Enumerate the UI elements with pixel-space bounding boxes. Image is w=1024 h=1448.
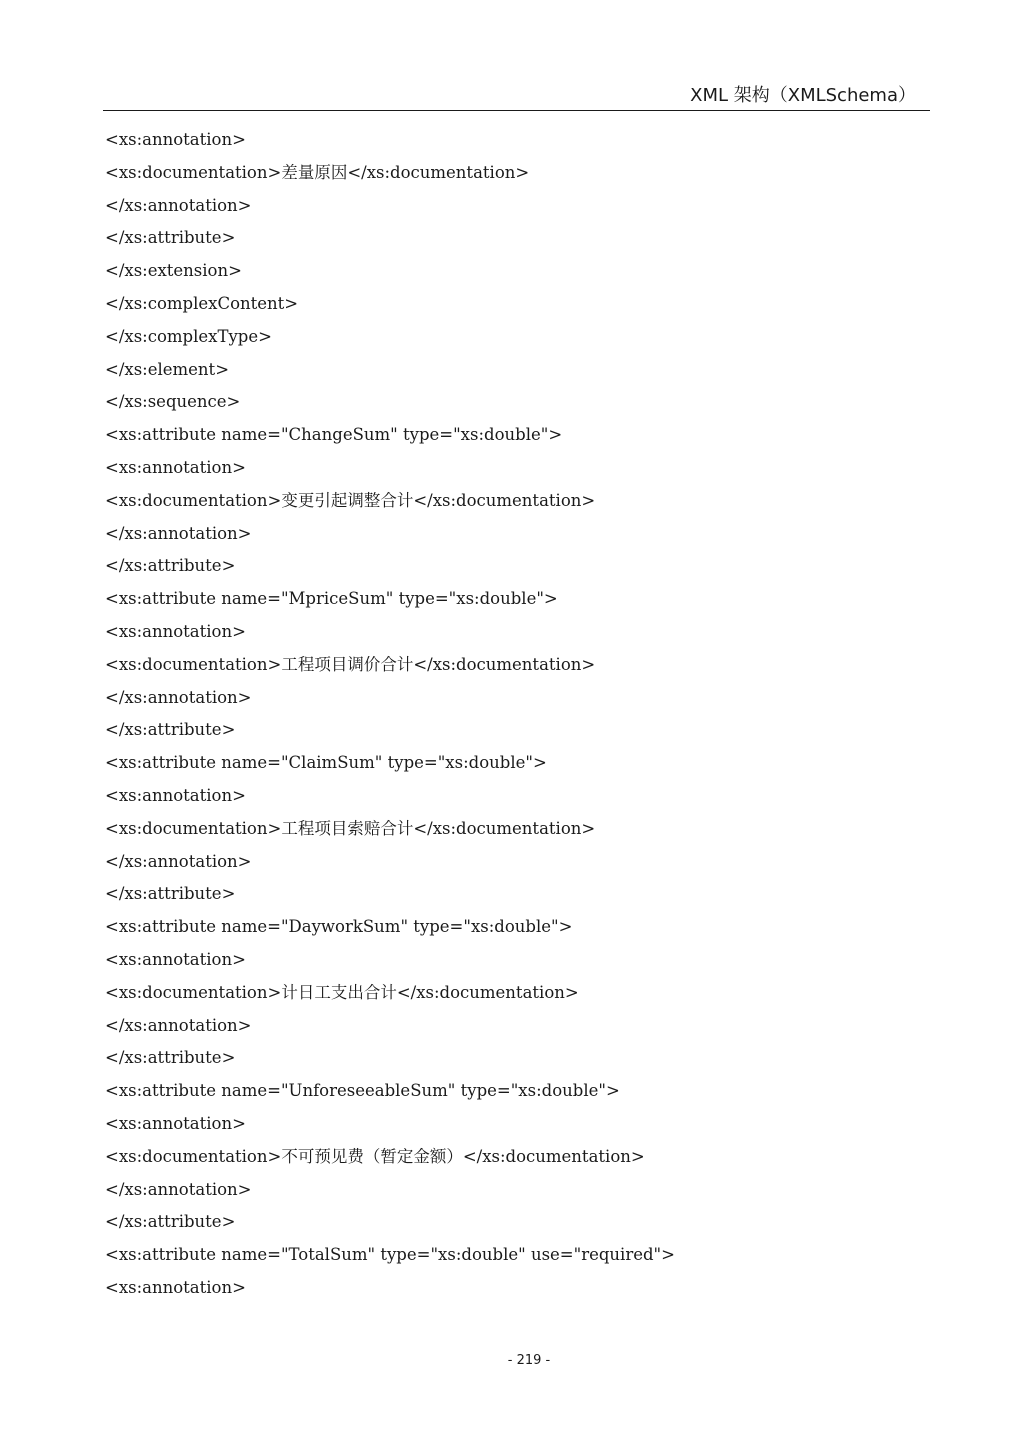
code-line: <xs:annotation>: [105, 621, 246, 641]
code-line: </xs:sequence>: [105, 392, 241, 412]
code-line: <xs:annotation>: [105, 457, 246, 477]
code-line: </xs:annotation>: [105, 1179, 252, 1199]
code-line: <xs:attribute name="ClaimSum" type="xs:double">: [105, 753, 547, 773]
code-line: </xs:annotation>: [105, 851, 252, 871]
code-line: </xs:complexType>: [105, 326, 272, 346]
code-line: </xs:attribute>: [105, 720, 236, 740]
code-line: <xs:annotation>: [105, 949, 246, 969]
code-line: </xs:attribute>: [105, 556, 236, 576]
code-line: </xs:complexContent>: [105, 293, 299, 313]
code-line: </xs:annotation>: [105, 1015, 252, 1035]
code-line: <xs:documentation>不可预见费（暂定金额）</xs:documentation>: [105, 1146, 645, 1166]
code-line: <xs:documentation>计日工支出合计</xs:documentation>: [105, 982, 579, 1002]
code-line: </xs:attribute>: [105, 1212, 236, 1232]
code-line: </xs:element>: [105, 359, 230, 379]
code-line: </xs:extension>: [105, 261, 242, 281]
code-line: </xs:attribute>: [105, 884, 236, 904]
code-line: <xs:attribute name="UnforeseeableSum" type="xs:double">: [105, 1081, 620, 1101]
header-title: XML 架构（XMLSchema）: [690, 85, 916, 106]
code-line: <xs:attribute name="MpriceSum" type="xs:double">: [105, 589, 558, 609]
code-line: </xs:annotation>: [105, 687, 252, 707]
page-footer: [0, 1351, 1024, 1371]
page-number: - 219 -: [507, 1353, 551, 1368]
code-line: </xs:attribute>: [105, 228, 236, 248]
code-line: <xs:annotation>: [105, 785, 246, 805]
code-line: <xs:documentation>变更引起调整合计</xs:documentation>: [105, 490, 596, 510]
code-line: </xs:annotation>: [105, 523, 252, 543]
code-line: </xs:annotation>: [105, 195, 252, 215]
code-line: <xs:attribute name="TotalSum" type="xs:double" use="required">: [105, 1245, 675, 1265]
code-line: <xs:annotation>: [105, 1277, 246, 1297]
code-line: <xs:attribute name="DayworkSum" type="xs:double">: [105, 917, 573, 937]
page-header: [103, 84, 930, 111]
code-listing: [105, 124, 925, 1305]
code-line: <xs:documentation>差量原因</xs:documentation>: [105, 162, 530, 182]
code-line: <xs:documentation>工程项目索赔合计</xs:documentation>: [105, 818, 596, 838]
code-line: <xs:attribute name="ChangeSum" type="xs:double">: [105, 425, 563, 445]
code-line: <xs:annotation>: [105, 130, 246, 149]
code-line: <xs:annotation>: [105, 1113, 246, 1133]
code-line: <xs:documentation>工程项目调价合计</xs:documentation>: [105, 654, 596, 674]
code-line: </xs:attribute>: [105, 1048, 236, 1068]
